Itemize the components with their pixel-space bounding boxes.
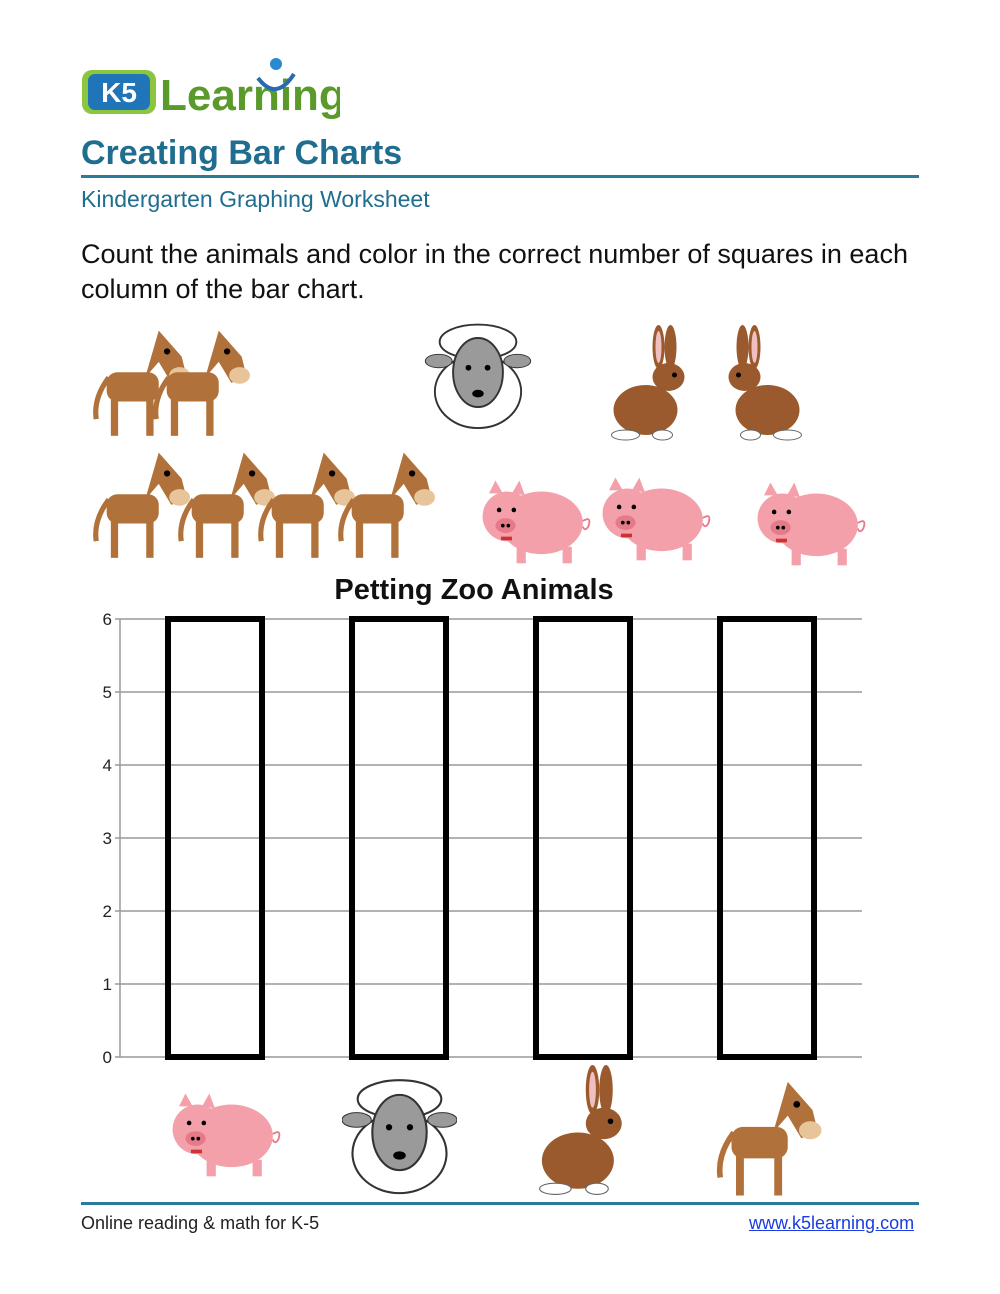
sheep-icon (342, 1065, 457, 1200)
y-tick-label: 6 (102, 610, 112, 629)
footer-divider (81, 1202, 919, 1205)
title-divider (81, 175, 919, 178)
y-tick-label: 4 (102, 756, 112, 775)
chart-title: Petting Zoo Animals (334, 574, 614, 606)
pig-icon (740, 477, 880, 569)
footer-tagline: Online reading & math for K-5 (81, 1213, 320, 1233)
rabbit-icon (710, 325, 815, 445)
horse-icon (140, 315, 260, 440)
pig-icon (585, 472, 725, 564)
rabbit-icon (598, 325, 703, 445)
svg-text:Learning: Learning (160, 71, 340, 120)
y-tick-label: 1 (102, 975, 112, 994)
svg-text:K5: K5 (101, 77, 137, 108)
horse-icon (710, 1065, 825, 1200)
instructions: Count the animals and color in the correct number of squares in each column of the bar chart. (81, 239, 908, 304)
pig-icon (155, 1088, 295, 1180)
bar-chart (0, 600, 1000, 1200)
rabbit-icon (526, 1065, 641, 1200)
k5-learning-logo (80, 52, 340, 122)
horse-icon (325, 437, 445, 562)
y-tick-label: 3 (102, 829, 112, 848)
footer-link[interactable]: www.k5learning.com (749, 1213, 915, 1233)
y-tick-label: 2 (102, 902, 112, 921)
sheep-icon (418, 315, 538, 430)
page-subtitle: Kindergarten Graphing Worksheet (81, 186, 430, 212)
y-tick-label: 5 (102, 683, 112, 702)
y-tick-label: 0 (102, 1048, 112, 1067)
page-title: Creating Bar Charts (81, 134, 403, 172)
pig-icon (465, 475, 605, 567)
